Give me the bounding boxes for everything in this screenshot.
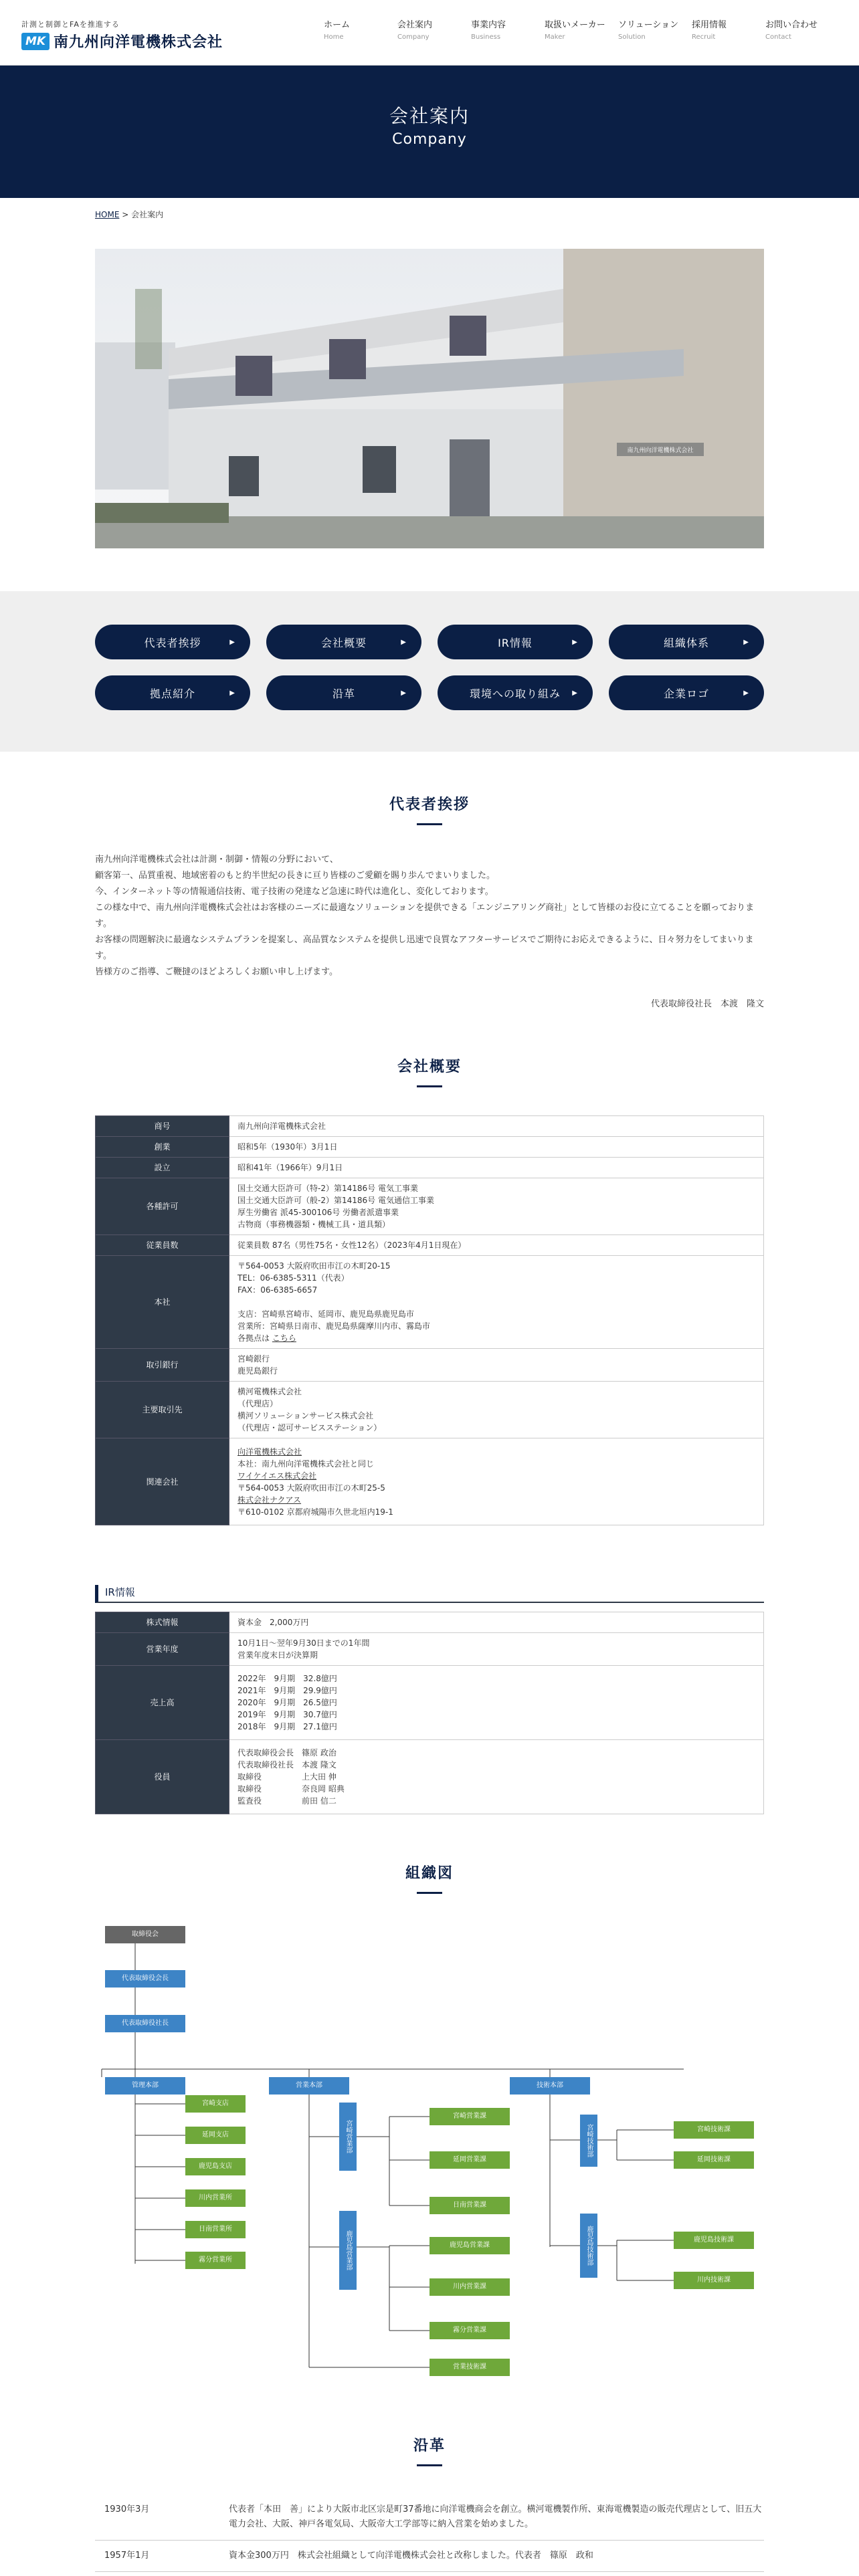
table-row: 売上高 2022年 9月期 32.8億円 2021年 9月期 29.9億円 2020年 9月期 26.5億円 2019年 9月期 30.7億円 2018年 9月期 27.1億円 [96,1666,764,1740]
overview-table [95,1115,764,1525]
related-company-link[interactable]: 株式会社ナクアス [237,1495,302,1505]
page-title: 会社案内 [389,105,470,127]
ir-heading: IR情報 [95,1585,764,1603]
org-tech-kagoshima: 鹿児島技術部 [580,2214,597,2278]
table-row: 1957年1月 資本金300万円 株式会社組織として向洋電機株式会社と改称しました。代表者 篠原 政和 [95,2541,764,2572]
nav-recruit[interactable]: 採用情報 Recruit [692,20,727,41]
link-ir-button[interactable]: IR情報 ▶ [438,625,593,659]
org-unit: 川内技術課 [674,2272,754,2289]
table-row: 1930年3月 代表者「本田 善」により大阪市北区宗是町37番地に向洋電機商会を創立。横河電機製作所、東海電機製造の販売代理店として、旧五大電力会社、大阪、神戸各電気局、大阪帝大工学部等に納入営業を始めました。 [95,2494,764,2541]
link-logo-button[interactable]: 企業ロゴ ▶ [609,675,764,710]
breadcrumb-home[interactable]: HOME [95,210,120,219]
arrow-right-icon: ▶ [401,689,407,697]
org-unit: 鹿児島技術課 [674,2232,754,2249]
org-chart [95,1926,764,2394]
org-unit: 延岡支店 [185,2127,246,2144]
org-unit: 霧分営業所 [185,2252,246,2269]
org-unit: 川内営業所 [185,2189,246,2207]
history-table [95,2494,764,2572]
org-unit: 川内営業課 [430,2278,510,2296]
table-row: 株式情報 資本金 2,000万円 [96,1612,764,1633]
related-company-link[interactable]: ワイケイエス株式会社 [237,1471,317,1481]
table-row: 主要取引先 横河電機株式会社 （代理店） 横河ソリューションサービス株式会社 （代理店・認可サービスステーション） [96,1382,764,1438]
table-row: 設立 昭和41年（1966年）9月1日 [96,1158,764,1178]
org-unit: 延岡技術課 [674,2151,754,2169]
overview-title: 会社概要 [0,1055,859,1087]
link-history-button[interactable]: 沿革 ▶ [266,675,421,710]
org-board: 取締役会 [105,1926,185,1943]
org-title: 組織図 [0,1862,859,1894]
org-tech-miyazaki: 宮崎技術部 [580,2115,597,2167]
org-unit: 日南営業所 [185,2221,246,2238]
arrow-right-icon: ▶ [229,689,235,697]
page-banner [0,66,859,198]
org-unit: 営業技術課 [430,2359,510,2376]
breadcrumb-current: 会社案内 [131,210,164,219]
nav-solution[interactable]: ソリューション Solution [618,20,679,41]
logo[interactable] [21,19,223,51]
table-row: 役員 代表取締役会長 篠原 政治 代表取締役社長 本渡 隆文 取締役 上大田 伸 取締役 奈良岡 昭典 監査役 前田 信二 [96,1740,764,1814]
history-title: 沿革 [0,2434,859,2466]
org-unit: 延岡営業課 [430,2151,510,2169]
org-admin-hq: 管理本部 [105,2077,185,2095]
org-unit: 鹿児島支店 [185,2158,246,2175]
arrow-right-icon: ▶ [743,638,749,646]
org-unit: 日南営業課 [430,2197,510,2214]
greeting-title: 代表者挨拶 [0,793,859,825]
org-sales-hq: 営業本部 [269,2077,349,2095]
offices-link[interactable]: こちら [272,1333,296,1343]
org-unit: 宮崎営業課 [430,2108,510,2125]
org-tech-hq: 技術本部 [510,2077,590,2095]
arrow-right-icon: ▶ [743,689,749,697]
org-unit: 鹿児島営業課 [430,2237,510,2254]
table-row: 営業年度 10月1日〜翌年9月30日までの1年間 営業年度末日が決算期 [96,1633,764,1666]
section-links [0,591,859,752]
nav-contact[interactable]: お問い合わせ Contact [765,20,818,41]
related-company-link[interactable]: 向洋電機株式会社 [237,1446,302,1457]
link-environment-button[interactable]: 環境への取り組み ▶ [438,675,593,710]
link-org-button[interactable]: 組織体系 ▶ [609,625,764,659]
ir-table [95,1612,764,1814]
greeting-signature: 代表取締役社長 本渡 隆文 [650,999,764,1009]
greeting-text: 南九州向洋電機株式会社は計測・制御・情報の分野において、 顧客第一、品質重視、地域密着のもと約半世紀の長きに亘り皆様のご愛顧を賜り歩んでまいりました。 今、インターネット等の情報通信技術、電子技術の発達など急速に時代は進化し、変化しております。 この様な中で、南九州向洋電機株式会社はお客様のニーズに最適なソリューションを提供できる「エンジニアリング商社」として皆様のお役に立てることを願っております。 お客様の問題解決に最適なシステムプランを提案し、高品質なシステムを提供し迅速で良質なアフターサービスでご期待にお応えできるように、日々努力をしてまいります。 皆様方のご指導、ご鞭撻のほどよろしくお願い申し上げます。 [95,855,755,977]
table-row: 商号 南九州向洋電機株式会社 [96,1116,764,1137]
breadcrumb: HOME > 会社案内 [95,210,164,219]
org-sales-kagoshima: 鹿児島営業部 [339,2211,357,2290]
table-row: 従業員数 従業員数 87名（男性75名・女性12名）（2023年4月1日現在） [96,1235,764,1256]
arrow-right-icon: ▶ [572,689,578,697]
global-nav [324,19,839,42]
org-sales-miyazaki: 宮崎営業部 [339,2103,357,2171]
org-chairman: 代表取締役会長 [105,1970,185,1988]
table-row: 関連会社 向洋電機株式会社 本社：南九州向洋電機株式会社と同じ ワイケイエス株式会社 〒564-0053 大阪府吹田市江の木町25-5 株式会社ナクアス 〒610-0102 京都府城陽市久世北垣内19-1 [96,1438,764,1525]
page-subtitle: Company [392,131,467,148]
nav-home[interactable]: ホーム Home [324,20,351,41]
table-row: 創業 昭和5年（1930年）3月1日 [96,1137,764,1158]
building-photo [95,249,764,548]
nav-company[interactable]: 会社案内 Company [397,20,433,41]
link-offices-button[interactable]: 拠点紹介 ▶ [95,675,250,710]
org-unit: 宮崎支店 [185,2095,246,2113]
table-row: 各種許可 国土交通大臣許可（特-2）第14186号 電気工事業 国土交通大臣許可（般-2）第14186号 電気通信工事業 厚生労働省 派45-300106号 労働者派遣事業 古物商（事務機器類・機械工具・道具類） [96,1178,764,1235]
org-unit: 宮崎技術課 [674,2121,754,2139]
arrow-right-icon: ▶ [572,638,578,646]
company-name: 南九州向洋電機株式会社 [54,34,223,51]
arrow-right-icon: ▶ [229,638,235,646]
site-header [0,0,859,66]
nav-business[interactable]: 事業内容 Business [471,20,506,41]
svg-text:南九州向洋電機株式会社: 南九州向洋電機株式会社 [627,447,694,454]
table-row: 取引銀行 宮崎銀行 鹿児島銀行 [96,1349,764,1382]
logo-tagline: 計測と制御とFAを推進する [21,20,120,29]
nav-maker[interactable]: 取扱いメーカー Maker [545,20,605,41]
link-greeting-button[interactable]: 代表者挨拶 ▶ [95,625,250,659]
arrow-right-icon: ▶ [401,638,407,646]
table-row: 本社 〒564-0053 大阪府吹田市江の木町20-15 TEL：06-6385-5311（代表） FAX：06-6385-6657 支店：宮崎県宮崎市、延岡市、鹿児島県鹿児島市 営業所：宮崎県日南市、鹿児島県薩摩川内市、霧島市 各拠点は こちら [96,1256,764,1349]
org-president: 代表取締役社長 [105,2015,185,2032]
link-overview-button[interactable]: 会社概要 ▶ [266,625,421,659]
logo-mark-icon: MK [21,33,50,50]
org-unit: 霧分営業課 [430,2322,510,2339]
